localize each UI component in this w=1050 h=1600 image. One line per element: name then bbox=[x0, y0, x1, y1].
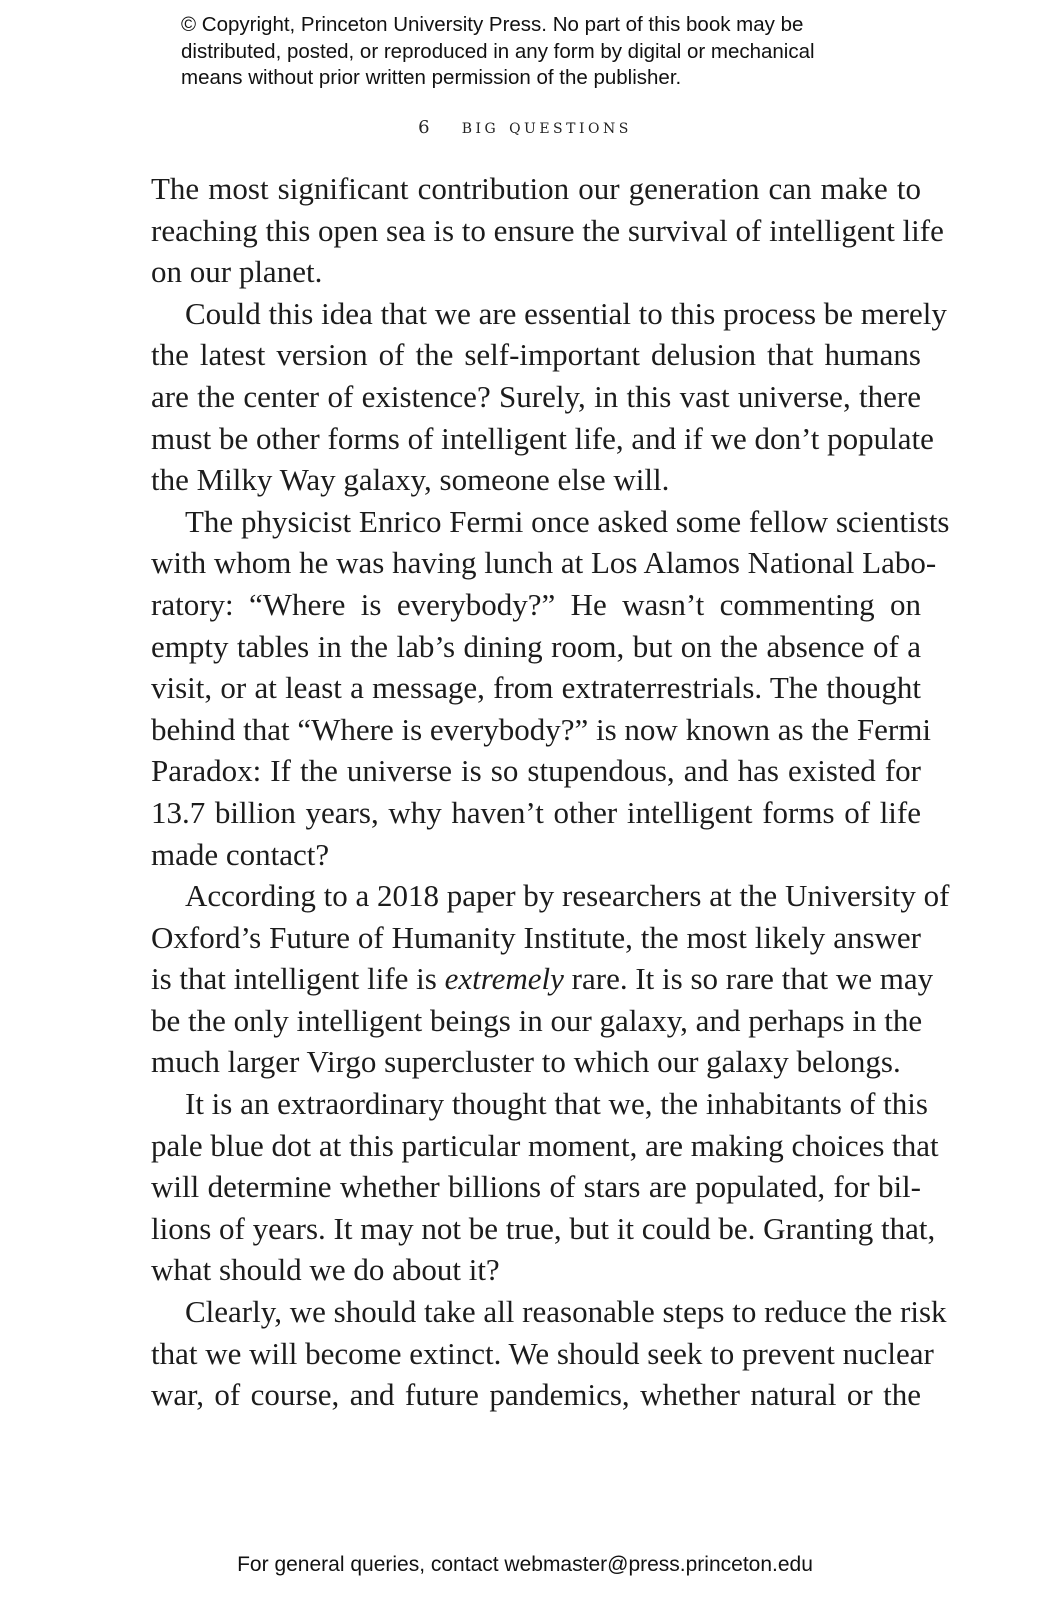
text-line: empty tables in the lab’s dining room, but on the absence of a bbox=[151, 628, 921, 664]
text-line: the Milky Way galaxy, someone else will. bbox=[151, 462, 670, 498]
copyright-notice bbox=[181, 12, 901, 92]
text-line: much larger Virgo supercluster to which our galaxy belongs. bbox=[151, 1044, 901, 1080]
text-line: lions of years. It may not be true, but it could be. Granting that, bbox=[151, 1210, 936, 1246]
text-line: behind that “Where is everybody?” is now known as the Fermi bbox=[151, 711, 931, 747]
body-text bbox=[151, 168, 950, 1416]
text-segment: rare. It is so rare that we may bbox=[563, 961, 934, 997]
copyright-line: means without prior written permission of the publisher. bbox=[181, 66, 682, 89]
text-line: pale blue dot at this particular moment, are making choices that bbox=[151, 1127, 939, 1163]
page-number: 6 bbox=[418, 117, 430, 138]
text-line: that we will become extinct. We should seek to prevent nuclear bbox=[151, 1335, 934, 1371]
text-line: with whom he was having lunch at Los Alamos National Labo- bbox=[151, 545, 937, 581]
text-line: be the only intelligent beings in our galaxy, and perhaps in the bbox=[151, 1002, 923, 1038]
emphasis-word: extremely bbox=[444, 961, 564, 997]
text-line: According to a 2018 paper by researchers at the University of bbox=[185, 878, 950, 914]
copyright-line: © Copyright, Princeton University Press. No part of this book may be bbox=[181, 13, 804, 36]
text-line: Clearly, we should take all reasonable steps to reduce the risk bbox=[185, 1294, 947, 1330]
text-line bbox=[151, 958, 934, 1000]
text-line: Paradox: If the universe is so stupendous, and has existed for bbox=[151, 753, 921, 789]
text-line: on our planet. bbox=[151, 254, 323, 290]
text-line: war, of course, and future pandemics, whether natural or the bbox=[151, 1377, 921, 1413]
text-line: what should we do about it? bbox=[151, 1252, 500, 1288]
text-line: The physicist Enrico Fermi once asked some fellow scientists bbox=[185, 503, 950, 539]
copyright-line: distributed, posted, or reproduced in any form by digital or mechanical bbox=[181, 39, 815, 63]
running-head-title: big questions bbox=[461, 114, 632, 138]
text-line: must be other forms of intelligent life, and if we don’t populate bbox=[151, 420, 934, 456]
text-segment: is that intelligent life is bbox=[151, 961, 445, 997]
text-line: Oxford’s Future of Humanity Institute, the most likely answer bbox=[151, 919, 921, 955]
footer-contact: For general queries, contact webmaster@press.princeton.edu bbox=[237, 1553, 813, 1576]
text-line: visit, or at least a message, from extraterrestrials. The thought bbox=[151, 670, 921, 706]
text-line: the latest version of the self-important delusion that humans bbox=[151, 337, 921, 373]
text-line: Could this idea that we are essential to this process be merely bbox=[185, 295, 947, 331]
text-line: It is an extraordinary thought that we, the inhabitants of this bbox=[185, 1086, 928, 1122]
text-line: ratory: “Where is everybody?” He wasn’t commenting on bbox=[151, 586, 921, 622]
text-line: made contact? bbox=[151, 836, 330, 872]
text-line: are the center of existence? Surely, in this vast universe, there bbox=[151, 378, 921, 414]
text-line: 13.7 billion years, why haven’t other intelligent forms of life bbox=[151, 794, 921, 830]
text-line: The most significant contribution our generation can make to bbox=[151, 171, 921, 206]
text-line: will determine whether billions of stars are populated, for bil- bbox=[151, 1169, 921, 1205]
running-head bbox=[0, 114, 1050, 138]
text-line: reaching this open sea is to ensure the survival of intelligent life bbox=[151, 212, 944, 248]
